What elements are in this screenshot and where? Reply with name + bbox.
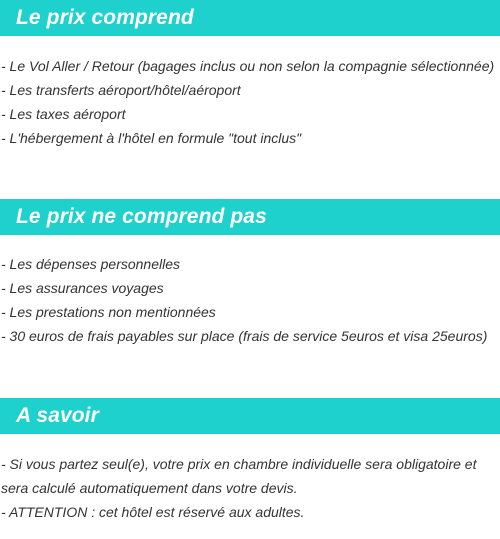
list-item: - Les transferts aéroport/hôtel/aéroport bbox=[1, 82, 241, 98]
section-header bbox=[0, 0, 500, 36]
list-item: - 30 euros de frais payables sur place (frais de service 5euros et visa 25euros) bbox=[1, 328, 488, 344]
section-price-excludes bbox=[0, 199, 500, 348]
list-item: - Les taxes aéroport bbox=[1, 106, 126, 122]
item-list bbox=[0, 252, 500, 348]
section-header bbox=[0, 199, 500, 235]
item-list bbox=[0, 452, 500, 524]
section-price-includes bbox=[0, 0, 500, 150]
section-title: Le prix ne comprend pas bbox=[16, 205, 267, 228]
section-good-to-know bbox=[0, 398, 500, 524]
list-item: - ATTENTION : cet hôtel est réservé aux adultes. bbox=[1, 504, 305, 520]
section-title: Le prix comprend bbox=[16, 6, 194, 29]
item-list bbox=[0, 54, 500, 150]
list-item: - Les assurances voyages bbox=[1, 280, 164, 296]
section-header bbox=[0, 398, 500, 434]
section-title: A savoir bbox=[16, 404, 99, 427]
list-item: - L'hébergement à l'hôtel en formule "tout inclus" bbox=[1, 130, 302, 146]
list-item: - Si vous partez seul(e), votre prix en chambre individuelle sera obligatoire et sera calculé automatiquement dans votre devis. bbox=[1, 456, 477, 496]
list-item: - Les dépenses personnelles bbox=[1, 256, 181, 272]
list-item: - Les prestations non mentionnées bbox=[1, 304, 216, 320]
list-item: - Le Vol Aller / Retour (bagages inclus ou non selon la compagnie sélectionnée) bbox=[1, 58, 495, 74]
